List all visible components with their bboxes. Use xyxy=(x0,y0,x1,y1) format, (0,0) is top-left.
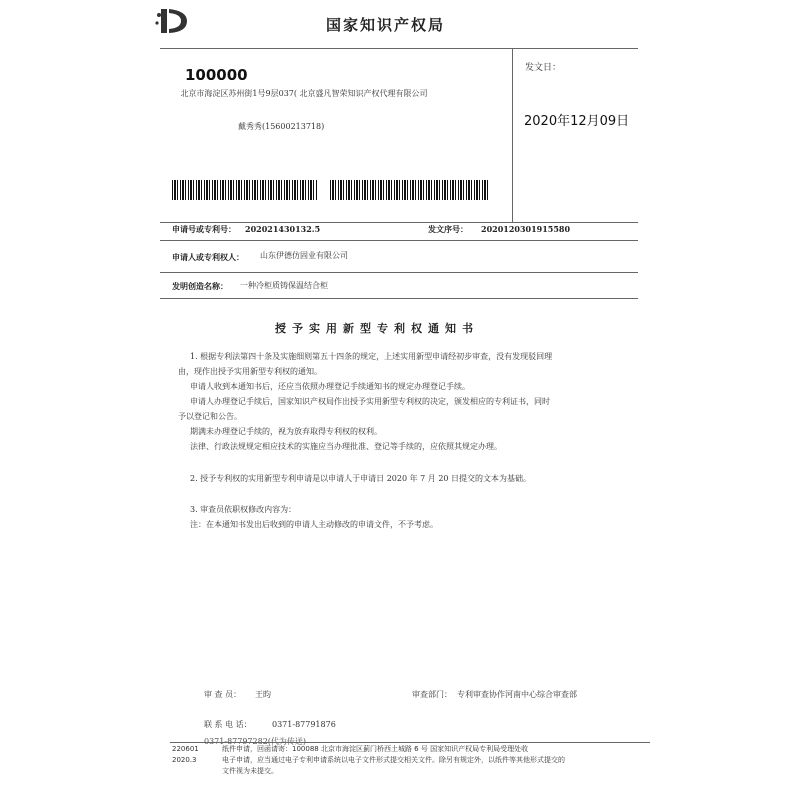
doc-no-label: 发文序号： xyxy=(428,224,468,234)
para-1-line-6: 期满未办理登记手续的，视为放弃取得专利权的权利。 xyxy=(190,427,382,436)
dept-value: 专利审查协作河南中心综合审查部 xyxy=(457,690,577,699)
para-1-line-5: 予以登记和公告。 xyxy=(178,412,242,421)
barcode-left xyxy=(172,180,318,200)
para-1-line-2: 由，现作出授予实用新型专利权的通知。 xyxy=(178,367,322,376)
footer-code-1: 220601 xyxy=(172,745,199,753)
agency-name: 国家知识产权局 xyxy=(326,16,446,34)
footer-line-3: 文件视为未提交。 xyxy=(222,767,278,775)
postcode: 100000 xyxy=(185,66,248,84)
field-rule-3 xyxy=(160,272,638,273)
field-rule-4 xyxy=(160,298,638,299)
para-3-line-1: 3. 审查员依职权修改内容为： xyxy=(190,505,297,514)
applicant-label: 申请人或专利权人： xyxy=(172,252,244,262)
dept-label: 审查部门： xyxy=(412,690,452,699)
para-1-line-7: 法律、行政法规规定相应技术的实施应当办理批准、登记等手续的，应依照其规定办理。 xyxy=(190,442,502,451)
title-label: 发明创造名称： xyxy=(172,281,228,291)
header-rule xyxy=(160,48,638,49)
para-1-line-1: 1. 根据专利法第四十条及实施细则第五十四条的规定，上述实用新型申请经初步审查，没有发现驳回理 xyxy=(190,352,553,361)
footer-code-2: 2020.3 xyxy=(172,756,197,764)
issue-date-label: 发文日： xyxy=(525,63,562,73)
para-1-line-4: 申请人办理登记手续后，国家知识产权局作出授予实用新型专利权的决定，颁发相应的专利证书，同时 xyxy=(190,397,550,406)
field-rule-2 xyxy=(160,240,638,241)
doc-no-value: 2020120301915580 xyxy=(481,224,571,234)
cnipa-logo xyxy=(153,5,193,37)
footer-rule xyxy=(170,742,650,743)
contact: 戴秀秀(15600213718) xyxy=(238,122,325,131)
footer-line-1: 纸件申请，回函请寄：100088 北京市海淀区蓟门桥西土城路 6 号 国家知识产权局专利局受理处收 xyxy=(222,745,529,753)
app-no-label: 申请号或专利号： xyxy=(172,224,236,234)
para-3-line-2: 注：在本通知书发出后收到的申请人主动修改的申请文件，不予考虑。 xyxy=(190,520,438,529)
app-no-value: 202021430132.5 xyxy=(245,224,321,234)
para-1-line-3: 申请人收到本通知书后，还应当依照办理登记手续通知书的规定办理登记手续。 xyxy=(190,382,470,391)
barcode-right xyxy=(330,180,490,200)
field-rule-1 xyxy=(160,222,638,223)
para-2: 2. 授予专利权的实用新型专利申请是以申请人于申请日 2020 年 7 月 20 日提交的文本为基础。 xyxy=(190,474,532,483)
examiner-label: 审 查 员： xyxy=(204,690,242,699)
title-value: 一种冷柜质铸保温结合柜 xyxy=(240,281,328,290)
phone-value: 0371-87791876 xyxy=(272,720,336,729)
notice-title: 授予实用新型专利权通知书 xyxy=(275,322,479,335)
phone-label: 联 系 电 话： xyxy=(204,720,252,729)
applicant-value: 山东伊德仿固业有限公司 xyxy=(260,251,348,260)
header-column-divider xyxy=(512,48,513,222)
issue-date-value: 2020年12月09日 xyxy=(524,114,630,129)
address: 北京市海淀区苏州街1号9层037( 北京盛凡智荣知识产权代理有限公司 xyxy=(180,89,428,98)
footer-line-2: 电子申请，应当通过电子专利申请系统以电子文件形式提交相关文件。除另有规定外，以纸件等其他形式提交的 xyxy=(222,756,565,764)
examiner-value: 王昀 xyxy=(255,690,271,699)
